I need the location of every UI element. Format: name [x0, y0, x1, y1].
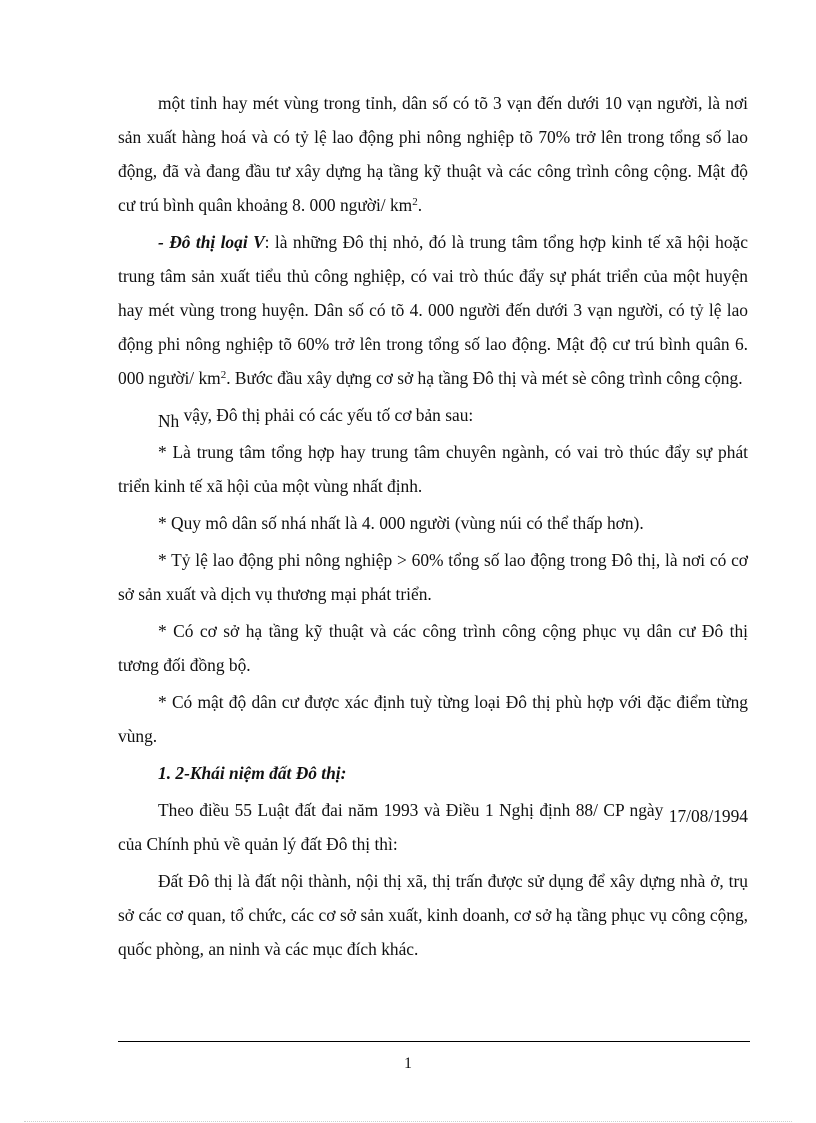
paragraph-text: Theo điều 55 Luật đất đai năm 1993 và Điều 1 Nghị định 88/ CP ngày — [158, 800, 669, 820]
paragraph-summary — [118, 398, 748, 432]
decree-date: 17/08/1994 — [668, 806, 748, 826]
superscript: 2 — [220, 369, 227, 381]
paragraph-urban-type-iv-continued — [118, 86, 748, 222]
urban-type-v-label: - Đô thị loại V — [158, 232, 265, 252]
criteria-item-infrastructure: * Có cơ sở hạ tầng kỹ thuật và các công trình công cộng phục vụ dân cư Đô thị tương đối đồng bộ. — [118, 621, 748, 675]
paragraph-urban-land-definition: Đất Đô thị là đất nội thành, nội thị xã, thị trấn được sử dụng để xây dựng nhà ở, trụ sở các cơ quan, tổ chức, các cơ sở sản xuất, kinh doanh, cơ sở hạ tầng phục vụ công cộng, quốc phòng, an ninh và các mục đích khác. — [118, 871, 748, 959]
criteria-item-labor: * Tỷ lệ lao động phi nông nghiệp > 60% tổng số lao động trong Đô thị, là nơi có cơ sở sản xuất và dịch vụ thương mại phát triển. — [118, 550, 748, 604]
superscript: 2 — [412, 196, 418, 208]
footer-rule — [118, 1041, 750, 1042]
paragraph-text: : là những Đô thị nhỏ, đó là trung tâm tổng hợp kinh tế xã hội hoặc trung tâm sản xuất tiểu thủ công nghiệp, có vai trò thúc đẩy sự phát triển của một huyện hay mét vùng trong huyện. Dân số có tõ 4. 000 người đến dưới 3 vạn người, có tỷ lệ lao động phi nông nghiệp tõ 60% trở lên trong tổng số lao động. Mật độ cư trú bình quân 6. 000 người/ km — [118, 232, 748, 388]
paragraph-prefix: Nh — [158, 411, 180, 431]
criteria-item-population: * Quy mô dân số nhá nhất là 4. 000 người (vùng núi có thể thấp hơn). — [158, 513, 644, 533]
criteria-item-center: * Là trung tâm tổng hợp hay trung tâm chuyên ngành, có vai trò thúc đẩy sự phát triển kinh tế xã hội của một vùng nhất định. — [118, 442, 748, 496]
page-bottom-dotted-border — [24, 1121, 792, 1122]
criteria-item-density: * Có mật độ dân cư được xác định tuỳ từng loại Đô thị phù hợp với đặc điểm từng vùng. — [118, 692, 748, 746]
page-number: 1 — [404, 1055, 412, 1072]
paragraph-text: của Chính phủ về quản lý đất Đô thị thì: — [118, 834, 398, 854]
paragraph-urban-type-v — [118, 225, 748, 395]
paragraph-text: . Bước đầu xây dựng cơ sở hạ tầng Đô thị và mét sè công trình công cộng. — [226, 368, 743, 388]
document-body — [118, 86, 748, 966]
paragraph-legal-basis — [118, 793, 748, 861]
paragraph-text: vậy, Đô thị phải có các yếu tố cơ bản sau: — [179, 405, 474, 425]
paragraph-text: . — [417, 195, 423, 215]
section-heading: 1. 2-Khái niệm đất Đô thị: — [158, 763, 347, 783]
paragraph-text: một tỉnh hay mét vùng trong tỉnh, dân số có tõ 3 vạn đến dưới 10 vạn người, là nơi sản xuất hàng hoá và có tỷ lệ lao động phi nông nghiệp tõ 70% trở lên trong tổng số lao động, đã và đang đầu tư xây dựng hạ tầng kỹ thuật và các công trình công cộng. Mật độ cư trú bình quân khoảng 8. 000 người/ km — [118, 93, 748, 215]
